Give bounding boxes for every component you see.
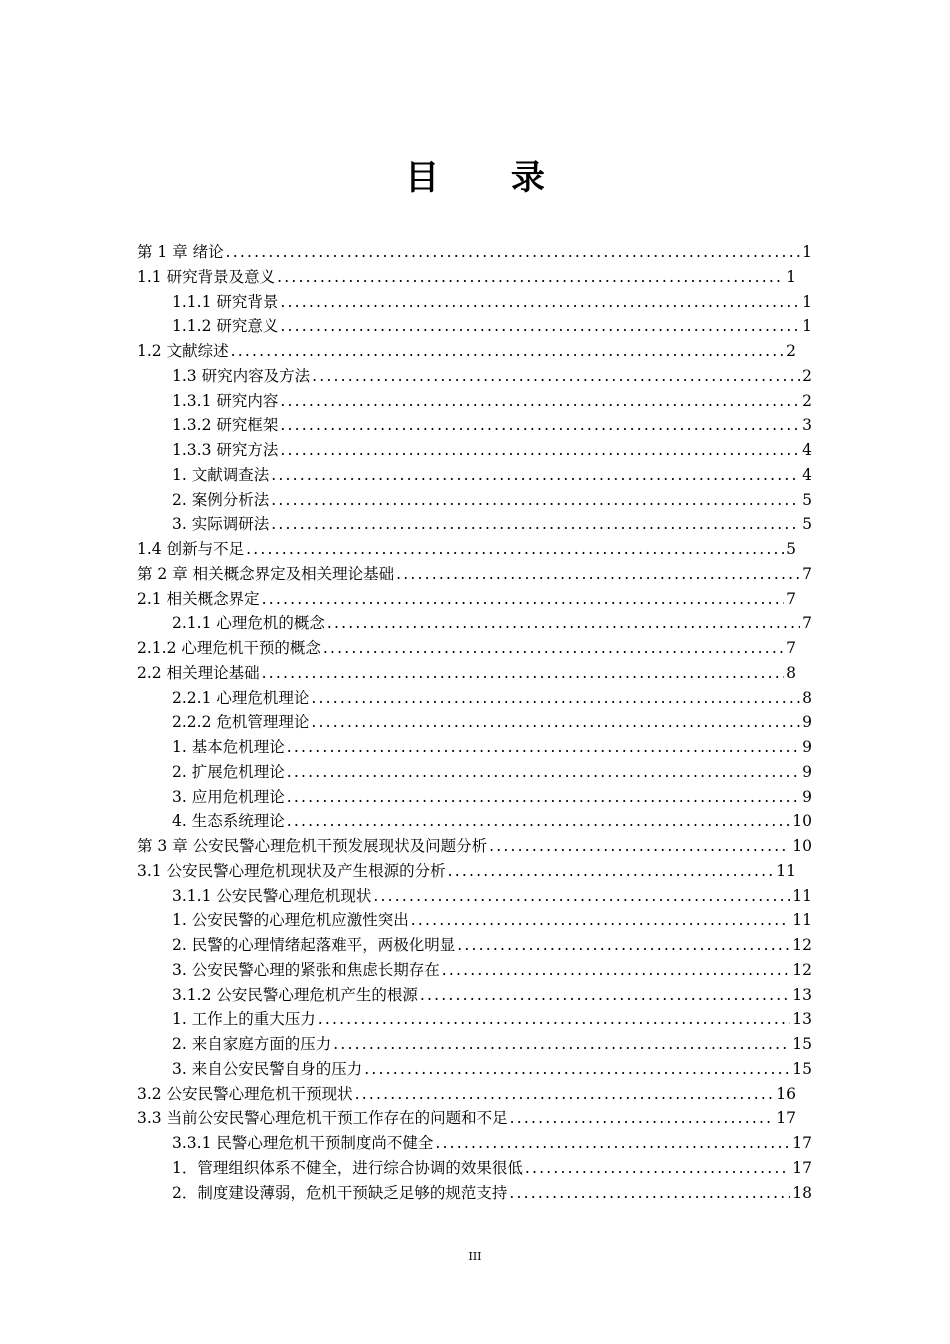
toc-leader-dots [311,686,800,710]
toc-entry[interactable] [172,1032,812,1056]
toc-entry[interactable] [172,1181,812,1205]
toc-entry[interactable] [172,710,812,734]
toc-entry-page-number: 13 [792,1010,812,1029]
toc-leader-dots [226,240,800,264]
toc-entry[interactable] [172,686,812,710]
toc-entry[interactable] [172,735,812,759]
toc-entry[interactable] [172,884,812,908]
toc-entry-label: 1. 文献调查法 [172,465,270,484]
toc-entry-label: 1. 工作上的重大压力 [172,1010,316,1029]
toc-leader-dots [510,1106,775,1130]
toc-leader-dots [280,413,800,437]
toc-entry-label: 1.1.2 研究意义 [172,317,279,336]
toc-entry-page-number: 12 [792,936,812,954]
toc-entry[interactable] [172,488,812,512]
toc-entry[interactable] [172,1007,812,1031]
toc-entry-label: 3. 应用危机理论 [172,787,285,806]
toc-entry[interactable] [137,265,796,289]
toc-leader-dots [280,290,800,314]
toc-entry-label: 2. 来自家庭方面的压力 [172,1035,332,1053]
toc-entry-page-number: 5 [786,540,796,558]
toc-leader-dots [280,389,800,413]
toc-entry-label: 3.1.2 公安民警心理危机产生的根源 [172,985,418,1004]
toc-leader-dots [525,1156,790,1180]
toc-entry-label: 1．管理组织体系不健全，进行综合协调的效果很低 [172,1158,523,1177]
toc-leader-dots [280,314,800,338]
toc-entry-page-number: 1 [802,243,812,261]
toc-entry-label: 2.2.2 危机管理理论 [172,713,310,732]
toc-entry[interactable] [137,240,812,264]
toc-entry-page-number: 7 [802,614,812,633]
toc-entry[interactable] [172,290,812,314]
toc-entry-page-number: 9 [802,762,812,781]
toc-entry[interactable] [172,983,812,1007]
toc-entry[interactable] [172,1057,812,1081]
toc-leader-dots [435,1131,790,1155]
toc-entry[interactable] [172,1131,812,1155]
toc-entry-label: 第 2 章 相关概念界定及相关理论基础 [137,564,395,583]
toc-leader-dots [355,1082,775,1106]
toc-leader-dots [509,1181,790,1205]
toc-leader-dots [396,562,800,586]
toc-entry[interactable] [172,314,812,338]
toc-entry-label: 1.3.2 研究框架 [172,416,279,435]
toc-entry[interactable] [172,413,812,437]
toc-entry[interactable] [172,785,812,809]
toc-entry-page-number: 2 [802,366,812,385]
toc-entry[interactable] [172,933,812,957]
toc-leader-dots [318,1007,791,1031]
toc-leader-dots [373,884,790,908]
toc-leader-dots [312,364,800,388]
toc-entry-label: 3.3 当前公安民警心理危机干预工作存在的问题和不足 [137,1109,508,1128]
toc-entry[interactable] [172,1156,812,1180]
toc-entry[interactable] [172,809,812,833]
toc-entry[interactable] [172,760,812,784]
toc-entry-page-number: 1 [802,292,812,311]
toc-entry-page-number: 9 [802,713,812,732]
toc-entry-label: 1.4 创新与不足 [137,540,245,558]
page-title: 目 录 [405,158,575,198]
toc-entry-page-number: 17 [792,1158,812,1177]
toc-entry-page-number: 5 [802,515,812,534]
toc-entry-page-number: 10 [792,812,812,831]
toc-entry[interactable] [172,512,812,536]
toc-entry[interactable] [172,438,812,462]
toc-leader-dots [271,488,800,512]
toc-entry-label: 2.2.1 心理危机理论 [172,688,310,707]
toc-leader-dots [364,1057,790,1081]
toc-entry[interactable] [172,611,812,635]
toc-entry[interactable] [137,661,796,685]
toc-entry-page-number: 7 [786,589,796,608]
toc-entry[interactable] [172,958,812,982]
toc-entry-label: 3. 来自公安民警自身的压力 [172,1059,363,1078]
toc-entry-label: 2.1.2 心理危机干预的概念 [137,639,321,657]
toc-entry-page-number: 10 [792,837,812,855]
toc-leader-dots [271,512,800,536]
toc-entry-page-number: 7 [786,639,796,657]
toc-entry-page-number: 7 [802,564,812,583]
toc-entry-page-number: 3 [802,416,812,435]
toc-entry-page-number: 11 [776,861,796,880]
toc-entry-label: 1.3.3 研究方法 [172,441,279,459]
toc-leader-dots [271,463,800,487]
toc-entry-label: 1.1 研究背景及意义 [137,267,276,286]
toc-entry[interactable] [137,1106,796,1130]
toc-leader-dots [287,735,800,759]
toc-entry-label: 第 3 章 公安民警心理危机干预发展现状及问题分析 [137,837,488,855]
toc-leader-dots [231,339,785,363]
toc-entry-page-number: 17 [776,1109,796,1128]
toc-entry-label: 2. 扩展危机理论 [172,762,285,781]
toc-entry[interactable] [172,389,812,413]
toc-entry-label: 3.1.1 公安民警心理危机现状 [172,886,372,905]
toc-leader-dots [420,983,790,1007]
toc-entry-page-number: 15 [792,1035,812,1053]
toc-leader-dots [246,537,784,561]
toc-entry[interactable] [137,636,796,660]
toc-entry-label: 第 1 章 绪论 [137,243,224,261]
toc-entry-page-number: 4 [802,441,812,459]
toc-entry-label: 2. 案例分析法 [172,490,270,509]
toc-entry-page-number: 8 [786,663,796,682]
toc-entry[interactable] [172,463,812,487]
toc-entry-page-number: 11 [792,886,812,905]
toc-entry-label: 3.1 公安民警心理危机现状及产生根源的分析 [137,861,446,880]
toc-entry[interactable] [137,537,796,561]
toc-entry-label: 3. 公安民警心理的紧张和焦虑长期存在 [172,960,440,979]
toc-leader-dots [277,265,784,289]
toc-leader-dots [287,809,791,833]
toc-entry[interactable] [137,834,812,858]
toc-entry-page-number: 17 [792,1134,812,1152]
toc-leader-dots [327,611,800,635]
toc-entry-label: 2.1.1 心理危机的概念 [172,614,325,633]
toc-entry[interactable] [137,562,812,586]
toc-entry-label: 3. 实际调研法 [172,515,270,534]
toc-entry-label: 1.3 研究内容及方法 [172,366,311,385]
toc-entry-page-number: 18 [792,1183,812,1202]
toc-entry-label: 1.2 文献综述 [137,342,229,360]
toc-entry-label: 2．制度建设薄弱，危机干预缺乏足够的规范支持 [172,1183,508,1202]
toc-entry-label: 4. 生态系统理论 [172,812,285,831]
toc-entry-page-number: 4 [802,465,812,484]
toc-entry-page-number: 1 [802,317,812,336]
toc-leader-dots [457,933,790,957]
toc-entry-label: 1.1.1 研究背景 [172,292,279,311]
toc-entry[interactable] [137,1082,796,1106]
toc-entry-page-number: 8 [802,688,812,707]
toc-leader-dots [287,785,800,809]
toc-entry-page-number: 11 [792,911,812,930]
toc-entry-page-number: 13 [792,985,812,1004]
toc-leader-dots [262,587,785,611]
toc-entry-page-number: 5 [802,490,812,509]
toc-entry-page-number: 15 [792,1059,812,1078]
toc-entry[interactable] [137,587,796,611]
toc-entry-label: 2.1 相关概念界定 [137,589,260,608]
toc-entry-label: 1. 基本危机理论 [172,738,285,756]
toc-leader-dots [448,859,775,883]
toc-entry-label: 3.2 公安民警心理危机干预现状 [137,1084,353,1103]
toc-entry-page-number: 2 [786,342,796,360]
toc-entry-label: 1. 公安民警的心理危机应激性突出 [172,911,409,930]
toc-leader-dots [323,636,784,660]
toc-leader-dots [489,834,790,858]
toc-leader-dots [442,958,791,982]
toc-leader-dots [333,1032,790,1056]
toc-entry-label: 1.3.1 研究内容 [172,391,279,410]
toc-leader-dots [280,438,800,462]
page-number: III [468,1250,482,1263]
toc-entry-label: 2. 民警的心理情绪起落难平，两极化明显 [172,936,456,954]
toc-entry-label: 3.3.1 民警心理危机干预制度尚不健全 [172,1134,434,1152]
toc-entry-page-number: 9 [802,738,812,756]
toc-entry-page-number: 2 [802,391,812,410]
toc-leader-dots [262,661,785,685]
toc-leader-dots [287,760,800,784]
toc-entry-page-number: 12 [792,960,812,979]
toc-entry-label: 2.2 相关理论基础 [137,663,260,682]
toc-entry-page-number: 16 [776,1084,796,1103]
toc-leader-dots [311,710,800,734]
toc-entry[interactable] [137,339,796,363]
toc-entry-page-number: 9 [802,787,812,806]
toc-leader-dots [411,908,791,932]
toc-entry[interactable] [172,908,812,932]
toc-entry-page-number: 1 [786,267,796,286]
toc-entry[interactable] [137,859,796,883]
toc-entry[interactable] [172,364,812,388]
